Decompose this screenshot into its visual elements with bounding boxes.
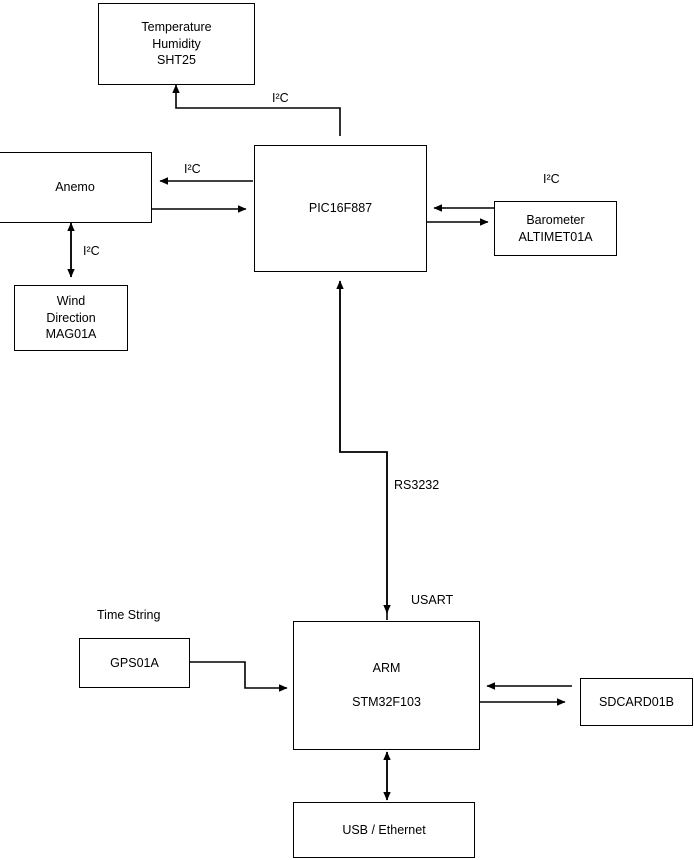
node-label-line: Humidity: [152, 36, 201, 51]
node-anemo[interactable]: [0, 152, 152, 223]
node-label-line: SDCARD01B: [598, 694, 675, 709]
node-usb-ethernet[interactable]: [293, 802, 475, 858]
node-label-line: MAG01A: [45, 327, 97, 342]
node-label-line: Direction: [46, 310, 96, 325]
node-wind-direction-mag01a[interactable]: [14, 285, 128, 351]
edge-label-i2c-barometer: I²C: [543, 172, 560, 186]
node-pic16f887[interactable]: [254, 145, 427, 272]
node-label-line: Anemo: [55, 180, 95, 195]
edge-label-usart: USART: [411, 593, 454, 607]
node-label-line: ALTIMET01A: [518, 229, 593, 244]
node-label-line: GPS01A: [110, 655, 159, 670]
node-arm-stm32f103[interactable]: [293, 621, 480, 750]
node-label-line: Wind: [56, 294, 86, 309]
edge-label-time-string: Time String: [97, 608, 161, 622]
node-barometer-altimet01a[interactable]: [494, 201, 617, 256]
node-label-line: Temperature: [141, 20, 212, 35]
edge-label-i2c-anemo: I²C: [184, 162, 201, 176]
node-gps01a[interactable]: [79, 638, 190, 688]
node-sdcard01b[interactable]: [580, 678, 693, 726]
node-label-line: USB / Ethernet: [342, 822, 426, 837]
node-temperature-humidity-sht25[interactable]: [98, 3, 255, 85]
node-label-line: ARM: [372, 661, 401, 676]
edge-label-rs3232: RS3232: [394, 478, 440, 492]
node-label-line: Barometer: [526, 212, 585, 227]
node-label-line: STM32F103: [352, 695, 421, 709]
edge-label-i2c-mag01a: I²C: [83, 244, 100, 258]
node-label-line: SHT25: [157, 53, 196, 68]
edge-label-i2c-sht25: I²C: [272, 91, 289, 105]
node-label-line: PIC16F887: [308, 201, 373, 216]
